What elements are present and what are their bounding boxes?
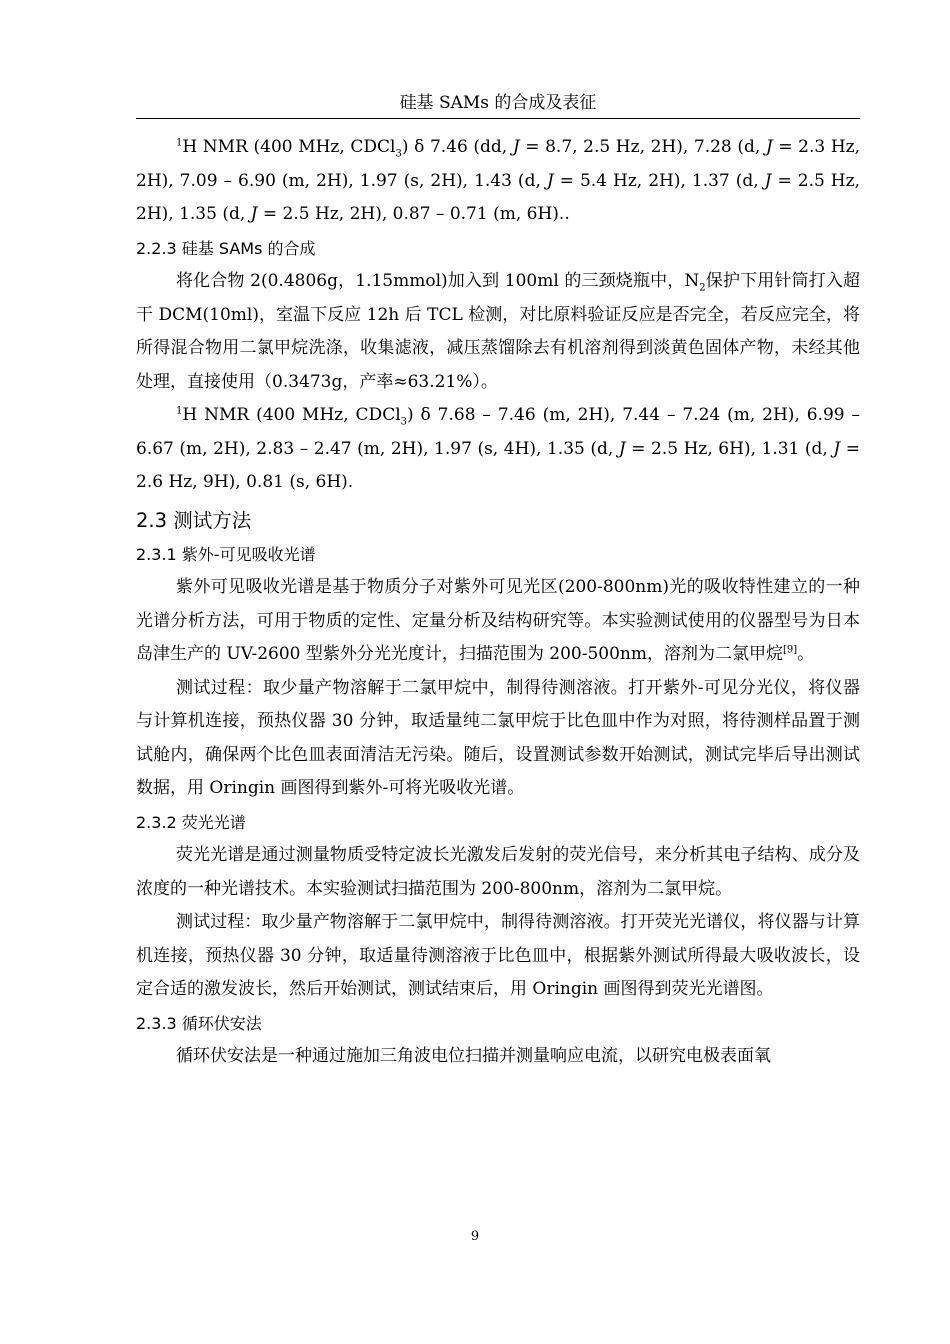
superscript-1: 1 <box>176 137 183 149</box>
coupling-j: J <box>618 438 626 459</box>
cv-paragraph-1: 循环伏安法是一种通过施加三角波电位扫描并测量响应电流，以研究电极表面氧 <box>176 1046 771 1066</box>
section-heading-2-2-3: 2.2.3 硅基 SAMs 的合成 <box>136 238 316 258</box>
uv1-end: 。 <box>797 644 815 664</box>
running-header: 硅基 SAMs 的合成及表征 <box>399 93 597 113</box>
coupling-j: J <box>512 137 520 157</box>
page-body <box>136 131 860 1074</box>
nmr2-text-c: = 2.5 Hz, 6H), 1.31 (d, <box>625 438 834 459</box>
coupling-j: J <box>833 438 841 459</box>
page-number: 9 <box>470 1229 480 1244</box>
superscript-1: 1 <box>176 405 183 417</box>
section-heading-2-3-3: 2.3.3 循环伏安法 <box>136 1013 262 1033</box>
subscript-3: 3 <box>395 148 402 160</box>
section-heading-2-3: 2.3 测试方法 <box>136 508 252 532</box>
synthesis-text-b: 保护下用针筒打入超干 DCM(10ml)，室温下反应 12h 后 TCL 检测，对比原料验证反应是否完全，若反应完全，将所得混合物用二氯甲烷洗涤，收集滤液，减压蒸馏除去有机溶剂得到淡黄色固体产物，未经其他处理，直接使用（0.3473g，产率≈63.21%）。 <box>136 271 860 392</box>
nmr1-text-a: H NMR (400 MHz, CDCl <box>182 137 396 157</box>
nmr-paragraph-1 <box>136 131 860 232</box>
synthesis-text-a: 将化合物 2(0.4806g，1.15mmol)加入到 100ml 的三颈烧瓶中，N <box>176 271 700 291</box>
header-rule <box>136 118 860 119</box>
nmr1-text-b: ) δ 7.46 (dd, <box>401 137 513 157</box>
uv-paragraph-1 <box>136 571 860 672</box>
nmr2-text-d: = 2.6 Hz, 9H), 0.81 (s, 6H). <box>136 438 861 492</box>
citation-ref: [9] <box>782 644 798 656</box>
coupling-j: J <box>764 170 772 191</box>
nmr1-text-f: = 2.5 Hz, 2H), 1.35 (d, <box>136 170 860 224</box>
nmr2-text-a: H NMR (400 MHz, CDCl <box>182 405 401 425</box>
nmr1-text-g: = 2.5 Hz, 2H), 0.87 – 0.71 (m, 6H).. <box>257 204 570 224</box>
subscript-3: 3 <box>400 416 408 428</box>
coupling-j: J <box>546 170 554 191</box>
fluorescence-paragraph-1: 荧光光谱是通过测量物质受特定波长光激发后发射的荧光信号，来分析其电子结构、成分及浓度的一种光谱技术。本实验测试扫描范围为 200-800nm，溶剂为二氯甲烷。 <box>136 845 860 899</box>
nmr1-text-e: = 5.4 Hz, 2H), 1.37 (d, <box>553 170 765 191</box>
uv1-text: 紫外可见吸收光谱是基于物质分子对紫外可见光区(200-800nm)光的吸收特性建立的一种光谱分析方法，可用于物质的定性、定量分析及结构研究等。本实验测试使用的仪器型号为日本岛津生产的 UV-2600 型紫外分光光度计，扫描范围为 200-500nm，溶剂为二氯甲烷 <box>136 577 860 664</box>
nmr-paragraph-2 <box>136 399 860 500</box>
coupling-j: J <box>765 137 773 157</box>
section-heading-2-3-2: 2.3.2 荧光光谱 <box>136 812 246 832</box>
nmr1-text-c: = 8.7, 2.5 Hz, 2H), 7.28 (d, <box>519 137 766 157</box>
section-heading-2-3-1: 2.3.1 紫外-可见吸收光谱 <box>136 544 316 564</box>
nmr2-text-b: ) δ 7.68 – 7.46 (m, 2H), 7.44 – 7.24 (m, 2H), 6.99 – 6.67 (m, 2H), 2.83 – 2.47 (m, 2H), 1.97 (s, 4H), 1.35 (d, <box>136 405 860 459</box>
uv-paragraph-2: 测试过程：取少量产物溶解于二氯甲烷中，制得待测溶液。打开紫外-可见分光仪，将仪器与计算机连接，预热仪器 30 分钟，取适量纯二氯甲烷于比色皿中作为对照，将待测样品置于测试舱内，确保两个比色皿表面清洁无污染。随后，设置测试参数开始测试，测试完毕后导出测试数据，用 Oringin 画图得到紫外-可将光吸收光谱。 <box>136 677 860 798</box>
synthesis-paragraph <box>136 265 860 399</box>
nmr1-text-d: = 2.3 Hz, 2H), 7.09 – 6.90 (m, 2H), 1.97 (s, 2H), 1.43 (d, <box>136 137 861 191</box>
subscript-2: 2 <box>699 282 706 294</box>
coupling-j: J <box>250 204 258 224</box>
fluorescence-paragraph-2: 测试过程：取少量产物溶解于二氯甲烷中，制得待测溶液。打开荧光光谱仪，将仪器与计算机连接，预热仪器 30 分钟，取适量待测溶液于比色皿中，根据紫外测试所得最大吸收波长，设定合适的激发波长，然后开始测试，测试结束后，用 Oringin 画图得到荧光光谱图。 <box>136 912 860 999</box>
